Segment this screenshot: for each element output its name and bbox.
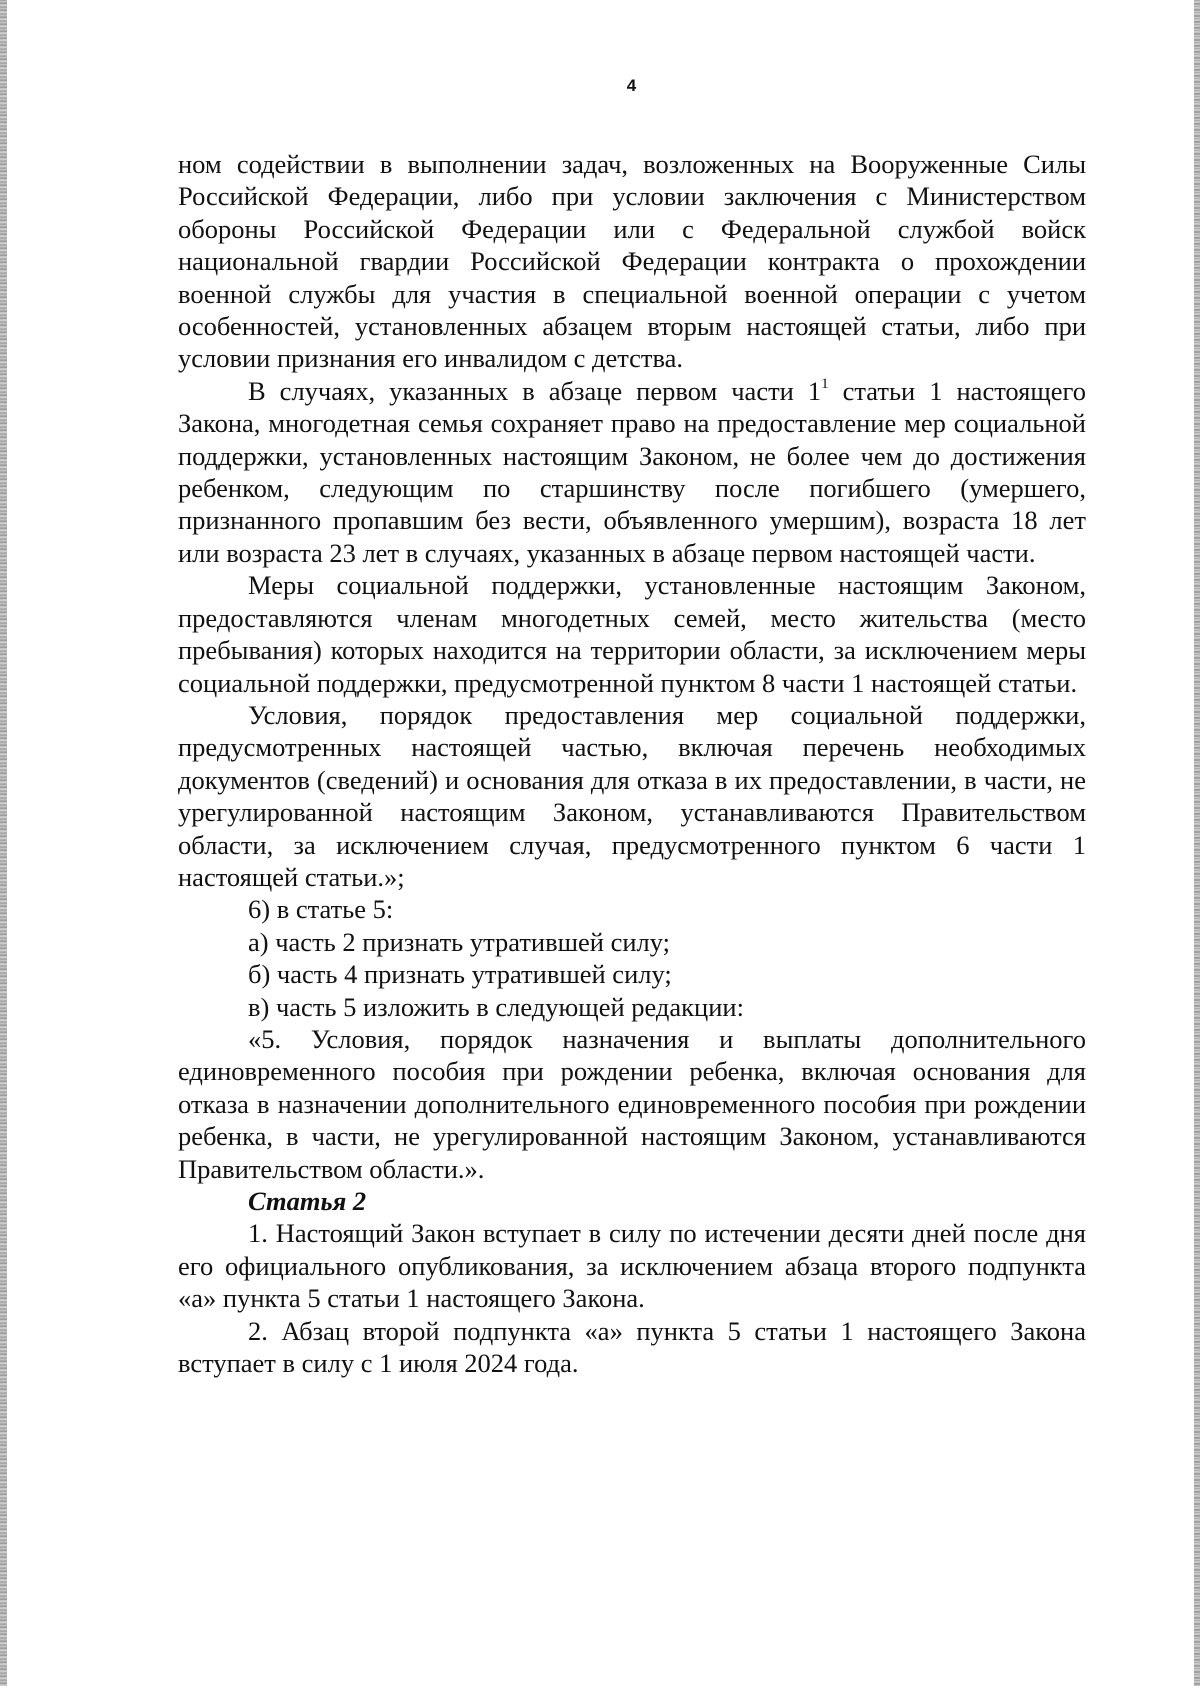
page-number: 4: [626, 76, 637, 95]
list-item-6: 6) в статье 5:: [248, 894, 394, 925]
scan-edge-right: [1194, 0, 1200, 1686]
paragraph-text-end: статьи 1 настоящего Закона, многодетная семья сохраняет право на предоставление мер социальной поддержки, установленных настоящим Законом, не более чем до достижения ребенком, следующим по старшинству после погибшего (умершего, признанного пропавшим без вести, объявленного умершим), возраста 18 лет или возраста 23 лет в случаях, указанных в абзаце первом настоящей части.: [178, 375, 1086, 568]
article-2-point-1: 1. Настоящий Закон вступает в силу по истечении десяти дней после дня его официального опубликования, за исключением абзаца второго подпункта «а» пункта 5 статьи 1 настоящего Закона.: [178, 1218, 1086, 1314]
superscript: 1: [821, 375, 829, 392]
document-body: [178, 148, 1086, 1379]
paragraph-continuation: ном содействии в выполнении задач, возложенных на Вооруженные Силы Российской Федерации, либо при условии заключения с Министерством обороны Российской Федерации или с Федеральной службой войск национальной гвардии Российской Федерации контракта о прохождении военной службы для участия в специальной военной операции с учетом особенностей, установленных абзацем вторым настоящей статьи, либо при условии признания его инвалидом с детства.: [178, 149, 1086, 374]
paragraph-part-5: «5. Условия, порядок назначения и выплаты дополнительного единовременного пособия при рождении ребенка, включая основания для отказа в назначении дополнительного единовременного пособия при рождении ребенка, в части, не урегулированной настоящим Законом, устанавливаются Правительством области.».: [178, 1023, 1086, 1184]
paragraph-text-start: В случаях, указанных в абзаце первом части 1: [248, 375, 822, 406]
list-item-a: а) часть 2 признать утратившей силу;: [248, 926, 671, 957]
article-2-point-2: 2. Абзац второй подпункта «а» пункта 5 статьи 1 настоящего Закона вступает в силу с 1 июля 2024 года.: [178, 1315, 1086, 1379]
list-item-v: в) часть 5 изложить в следующей редакции:: [248, 991, 744, 1022]
paragraph-conditions: Условия, порядок предоставления мер социальной поддержки, предусмотренных настоящей частью, включая перечень необходимых документов (сведений) и основания для отказа в их предоставлении, в части, не урегулированной настоящим Законом, устанавливаются Правительством области, за исключением случая, предусмотренного пунктом 6 части 1 настоящей статьи.»;: [178, 699, 1086, 892]
article-2-heading: Статья 2: [248, 1186, 367, 1216]
scan-edge-left: [0, 0, 7, 1686]
paragraph-multichild-family-rights: [178, 375, 1086, 569]
paragraph-support-measures: Меры социальной поддержки, установленные настоящим Законом, предоставляются членам многодетных семей, место жительства (место пребывания) которых находится на территории области, за исключением меры социальной поддержки, предусмотренной пунктом 8 части 1 настоящей статьи.: [178, 570, 1086, 698]
list-item-b: б) часть 4 признать утратившей силу;: [248, 959, 672, 990]
